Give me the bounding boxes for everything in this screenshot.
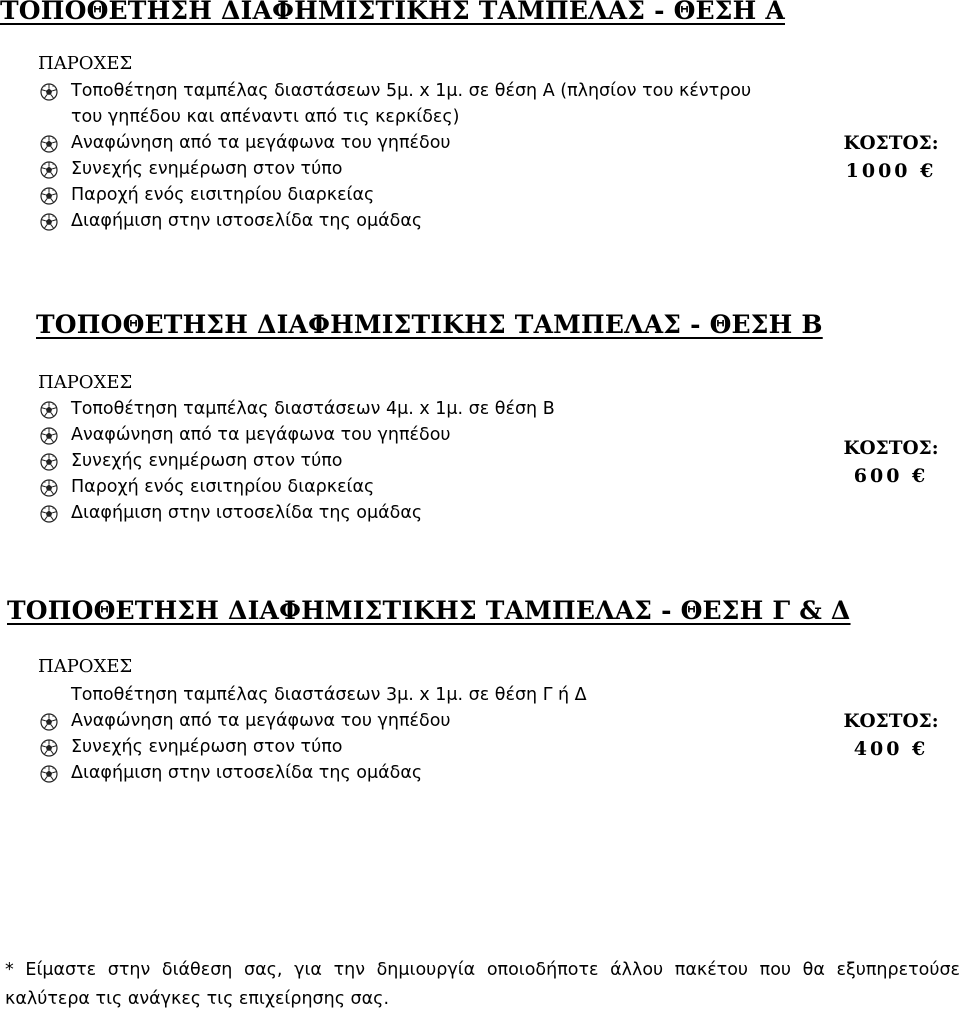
list-item [40, 448, 820, 474]
package-title: ΤΟΠΟΘΕΤΗΣΗ ΔΙΑΦΗΜΙΣΤΙΚΗΣ ΤΑΜΠΕΛΑΣ - ΘΕΣΗ Γ & Δ [7, 596, 851, 625]
list-item [40, 760, 820, 786]
offer-text: Παροχή ενός εισιτηρίου διαρκείας [71, 185, 375, 205]
offer-text: Τοποθέτηση ταμπέλας διαστάσεων 3μ. x 1μ. σε θέση Γ ή Δ [71, 685, 587, 705]
soccer-ball-icon [40, 187, 58, 205]
package-title: ΤΟΠΟΘΕΤΗΣΗ ΔΙΑΦΗΜΙΣΤΙΚΗΣ ΤΑΜΠΕΛΑΣ - ΘΕΣΗ Β [36, 310, 823, 339]
cost-value: 400 € [853, 738, 929, 760]
offer-text: Διαφήμιση στην ιστοσελίδα της ομάδας [71, 763, 423, 783]
soccer-ball-icon [40, 401, 58, 419]
list-item [40, 78, 780, 130]
list-item [40, 182, 780, 208]
soccer-ball-icon [40, 161, 58, 179]
soccer-ball-icon [40, 713, 58, 731]
offers-label: ΠΑΡΟΧΕΣ [38, 656, 133, 677]
list-item [40, 734, 820, 760]
offer-list [40, 682, 820, 786]
cost-label: ΚΟΣΤΟΣ: [843, 133, 939, 154]
cost-block [822, 436, 960, 490]
soccer-ball-icon [40, 765, 58, 783]
soccer-ball-icon [40, 479, 58, 497]
offer-text: Αναφώνηση από τα μεγάφωνα του γηπέδου [71, 711, 451, 731]
soccer-ball-icon [40, 135, 58, 153]
list-item [40, 708, 820, 734]
cost-label: ΚΟΣΤΟΣ: [843, 438, 939, 459]
cost-block [822, 709, 960, 763]
cost-label: ΚΟΣΤΟΣ: [843, 711, 939, 732]
list-item [40, 156, 780, 182]
package-title: ΤΟΠΟΘΕΤΗΣΗ ΔΙΑΦΗΜΙΣΤΙΚΗΣ ΤΑΜΠΕΛΑΣ - ΘΕΣΗ Α [0, 0, 785, 25]
offer-text: Τοποθέτηση ταμπέλας διαστάσεων 5μ. x 1μ. σε θέση Α (πλησίον του κέντρου του γηπέδου και απέναντι από τις κερκίδες) [71, 81, 752, 127]
offer-text: Αναφώνηση από τα μεγάφωνα του γηπέδου [71, 425, 451, 445]
offer-text: Συνεχής ενημέρωση στον τύπο [71, 737, 343, 757]
soccer-ball-icon [40, 83, 58, 101]
soccer-ball-icon [40, 739, 58, 757]
list-item [40, 130, 780, 156]
offer-text: Συνεχής ενημέρωση στον τύπο [71, 451, 343, 471]
list-item [40, 500, 820, 526]
offers-label: ΠΑΡΟΧΕΣ [38, 53, 133, 74]
soccer-ball-icon [40, 427, 58, 445]
list-item [40, 474, 820, 500]
offer-list [40, 78, 780, 234]
offer-text: Τοποθέτηση ταμπέλας διαστάσεων 4μ. x 1μ. σε θέση Β [71, 399, 555, 419]
cost-value: 600 € [853, 465, 929, 487]
offers-label: ΠΑΡΟΧΕΣ [38, 372, 133, 393]
soccer-ball-icon [40, 213, 58, 231]
soccer-ball-icon [40, 505, 58, 523]
list-item [40, 422, 820, 448]
list-item [40, 208, 780, 234]
offer-text: Συνεχής ενημέρωση στον τύπο [71, 159, 343, 179]
soccer-ball-icon [40, 453, 58, 471]
list-item [40, 396, 820, 422]
cost-block [822, 131, 960, 185]
list-item [40, 682, 820, 708]
cost-value: 1000 € [845, 160, 937, 182]
offer-text: Διαφήμιση στην ιστοσελίδα της ομάδας [71, 503, 423, 523]
footnote: * Είμαστε στην διάθεση σας, για την δημιουργία οποιοδήποτε άλλου πακέτου που θα εξυπηρετούσε καλύτερα τις ανάγκες τις επιχείρησης σας. [5, 960, 960, 1009]
offer-list [40, 396, 820, 526]
offer-text: Παροχή ενός εισιτηρίου διαρκείας [71, 477, 375, 497]
offer-text: Διαφήμιση στην ιστοσελίδα της ομάδας [71, 211, 423, 231]
offer-text: Αναφώνηση από τα μεγάφωνα του γηπέδου [71, 133, 451, 153]
